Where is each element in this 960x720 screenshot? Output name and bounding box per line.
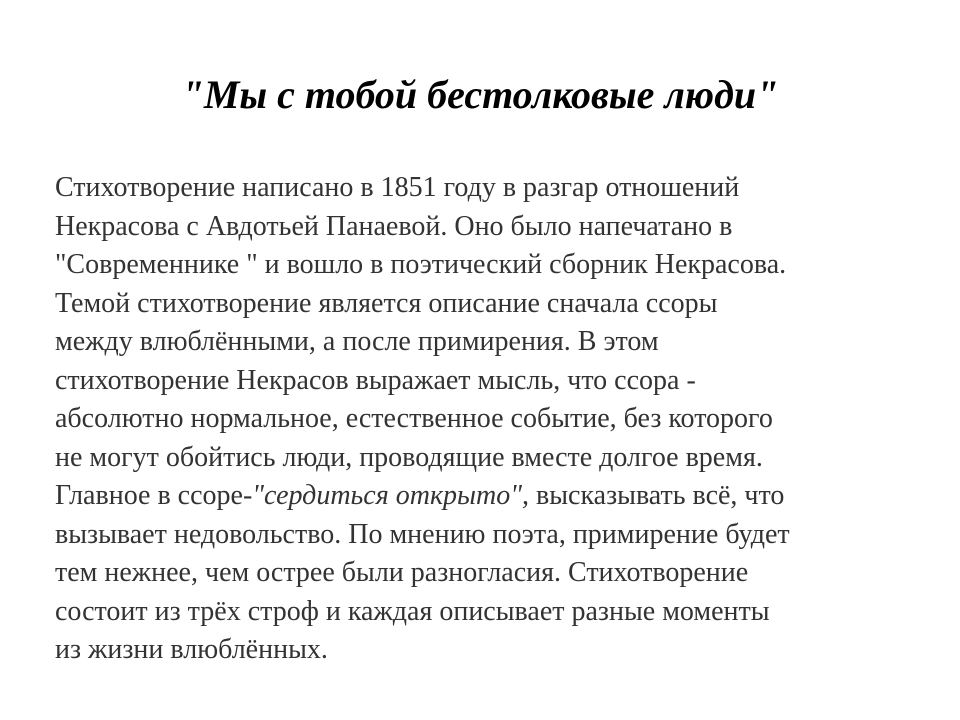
body-line: между влюблёнными, а после примирения. В этом bbox=[55, 326, 659, 357]
body-line-end: высказывать всё, что bbox=[529, 480, 785, 511]
slide-title: "Мы с тобой бестолковые люди" bbox=[181, 72, 779, 117]
body-line: Некрасова с Авдотьей Панаевой. Оно было напечатано в bbox=[55, 210, 733, 242]
body-line: не могут обойтись люди, проводящие вместе долгое время. bbox=[55, 441, 763, 473]
body-line: состоит из трёх строф и каждая описывает разные моменты bbox=[55, 595, 770, 627]
body-line-with-quote bbox=[55, 477, 915, 516]
body-line: стихотворение Некрасов выражает мысль, что ссора - bbox=[55, 364, 696, 396]
body-line-start: Главное в ссоре- bbox=[55, 480, 253, 511]
body-line: из жизни влюблённых. bbox=[55, 634, 328, 665]
body-line: абсолютно нормальное, естественное событие, без которого bbox=[55, 403, 773, 434]
body-line: Стихотворение написано в 1851 году в разгар отношений bbox=[55, 172, 740, 203]
italic-quote: "сердиться открыто", bbox=[252, 480, 530, 511]
body-line: тем нежнее, чем острее были разногласия. Стихотворение bbox=[55, 557, 749, 588]
slide-body-text bbox=[55, 169, 915, 670]
body-line: "Современнике " и вошло в поэтический сборник Некрасова. bbox=[55, 249, 787, 280]
body-line: Темой стихотворение является описание сначала ссоры bbox=[55, 287, 718, 319]
body-line: вызывает недовольство. По мнению поэта, примирение будет bbox=[55, 518, 790, 550]
